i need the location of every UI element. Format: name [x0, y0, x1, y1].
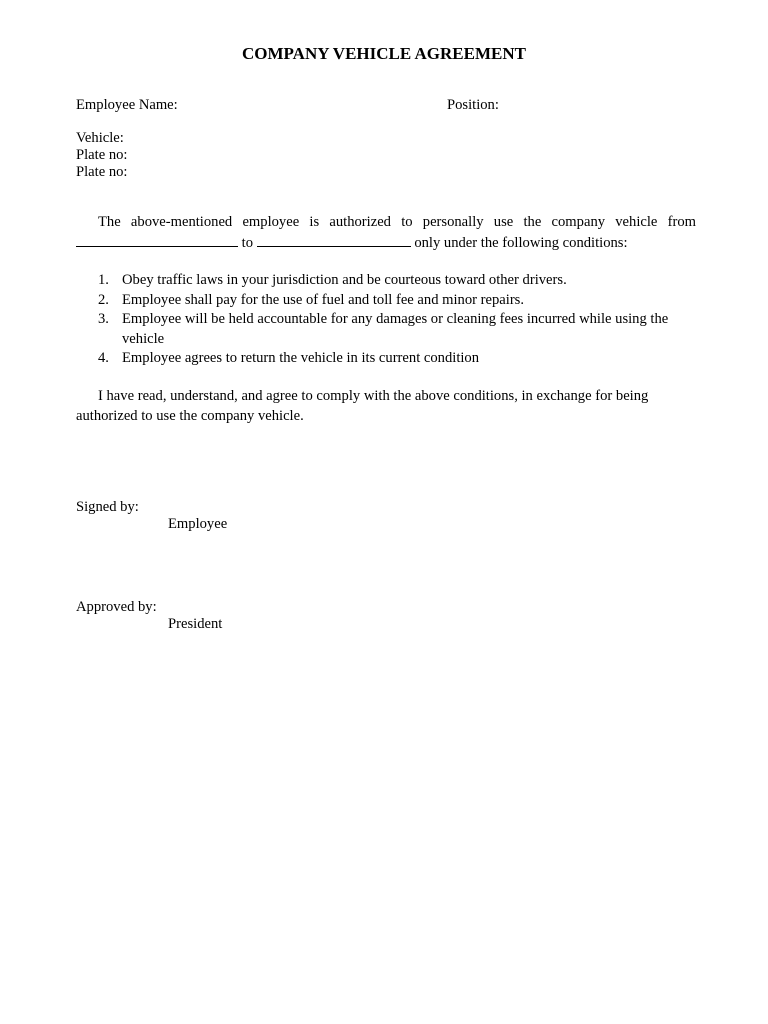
acknowledgement-text: I have read, understand, and agree to comply with the above conditions, in exchange for being authorized to use the company vehicle. [76, 388, 649, 424]
authorization-paragraph [76, 213, 696, 253]
list-item [76, 291, 696, 311]
condition-text: Employee agrees to return the vehicle in its current condition [122, 350, 480, 366]
list-item [76, 310, 696, 349]
condition-number: 1. [98, 272, 109, 288]
condition-number: 2. [98, 291, 109, 308]
vehicle-label: Vehicle: [76, 130, 124, 146]
plate-no-label-1: Plate no: [76, 147, 128, 163]
conditions-list [76, 271, 696, 369]
employee-name-label: Employee Name: [76, 97, 178, 113]
list-item [76, 271, 696, 291]
signed-by-label: Signed by: [76, 499, 139, 515]
approved-by-label: Approved by: [76, 599, 157, 615]
plate-no-label-2: Plate no: [76, 164, 128, 180]
condition-text: Obey traffic laws in your jurisdiction and be courteous toward other drivers. [122, 272, 567, 288]
document-title: COMPANY VEHICLE AGREEMENT [242, 44, 526, 63]
condition-text: Employee will be held accountable for any damages or cleaning fees incurred while using the vehicle [122, 311, 669, 347]
employee-signature-role: Employee [168, 516, 228, 532]
start-date-blank [76, 233, 238, 247]
end-date-blank [257, 233, 411, 247]
authorization-text-end: only under the following conditions: [414, 234, 628, 251]
list-item [76, 349, 696, 369]
condition-text: Employee shall pay for the use of fuel and toll fee and minor repairs. [122, 291, 525, 308]
authorization-text-to: to [241, 234, 254, 251]
acknowledgement-paragraph [76, 387, 696, 426]
authorization-text-start: The above-mentioned employee is authorized to personally use the company vehicle from [98, 214, 696, 230]
president-signature-role: President [168, 616, 223, 632]
position-label: Position: [447, 97, 499, 113]
condition-number: 4. [98, 350, 109, 366]
condition-number: 3. [98, 311, 109, 327]
